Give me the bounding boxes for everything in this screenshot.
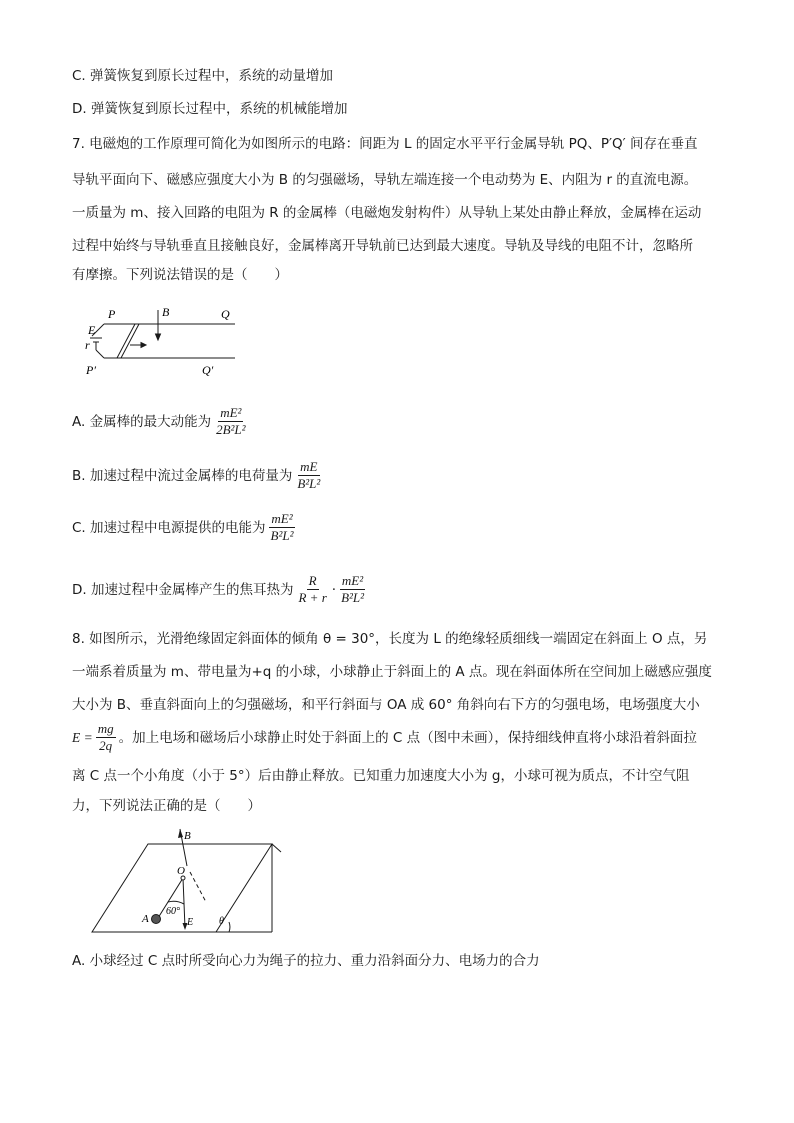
- label-p: P: [108, 307, 116, 321]
- q7-rail-circuit-figure: [80, 302, 250, 380]
- label-b: B: [184, 830, 191, 842]
- metal-rod: [117, 324, 135, 358]
- label-p-prime: P′: [86, 363, 96, 377]
- q8-stem-line1: 8. 如图所示，光滑绝缘固定斜面体的倾角 θ = 30°，长度为 L 的绝缘轻质细线一端固定在斜面上 O 点，另: [72, 631, 708, 647]
- q8-option-a: A. 小球经过 C 点时所受向心力为绳子的拉力、重力沿斜面分力、电场力的合力: [72, 953, 540, 969]
- q8-stem-line6: 力，下列说法正确的是（ ）: [72, 798, 261, 814]
- q7-stem-line1: 7. 电磁炮的工作原理可简化为如图所示的电路：间距为 L 的固定水平平行金属导轨 PQ、P′Q′ 间存在垂直: [72, 136, 698, 152]
- label-60-degrees: 60°: [166, 906, 180, 917]
- q7-option-d-fraction-2: $\frac{\text{mE²}}{\text{B²L²}}$: [341, 573, 365, 605]
- label-a: A: [142, 913, 149, 925]
- label-b: B: [162, 305, 170, 319]
- b-field-hidden: [190, 872, 206, 902]
- q6-option-c: C. 弹簧恢复到原长过程中，系统的动量增加: [72, 68, 334, 84]
- q7-option-c: C. 加速过程中电源提供的电能为 $\frac{\text{mE²}}{\text{B²L²}}$: [72, 511, 294, 543]
- q7-option-b-fraction: $\frac{mE}{\text{B²L²}}$: [297, 459, 321, 491]
- theta-arc: [229, 922, 230, 932]
- q7-stem-line5: 有摩擦。下列说法错误的是（ ）: [72, 267, 288, 283]
- q7-option-c-fraction: $\frac{\text{mE²}}{\text{B²L²}}$: [270, 511, 294, 543]
- e-field-arrow: [183, 878, 185, 928]
- q7-option-d: D. 加速过程中金属棒产生的焦耳热为 $\frac{R}{R + r}$ · $\frac{\text{mE²}}{\text{B²L²}}$: [72, 573, 365, 605]
- q8-incline-figure: [86, 826, 286, 938]
- label-r: r: [85, 338, 90, 352]
- label-e: E: [88, 323, 96, 337]
- q7-option-d-fraction-1: $\frac{R}{R + r}$: [298, 573, 327, 605]
- q7-option-b: B. 加速过程中流过金属棒的电荷量为 $\frac{mE}{\text{B²L²}}$: [72, 459, 321, 491]
- angle-arc-60: [168, 901, 184, 904]
- q6-option-d: D. 弹簧恢复到原长过程中，系统的机械能增加: [72, 101, 348, 117]
- q7-stem-line4: 过程中始终与导轨垂直且接触良好，金属棒离开导轨前已达到最大速度。导轨及导线的电阻不计，忽略所: [72, 238, 693, 254]
- q8-stem-line2: 一端系着质量为 m、带电量为+q 的小球，小球静止于斜面上的 A 点。现在斜面体所在空间加上磁感应强度: [72, 664, 712, 680]
- q7-stem-line3: 一质量为 m、接入回路的电阻为 R 的金属棒（电磁炮发射构件）从导轨上某处由静止释放，金属棒在运动: [72, 205, 702, 221]
- label-q-prime: Q′: [202, 363, 214, 377]
- q7-stem-line2: 导轨平面向下、磁感应强度大小为 B 的匀强磁场，导轨左端连接一个电动势为 E、内阻为 r 的直流电源。: [72, 172, 698, 188]
- q8-stem-line3: 大小为 B、垂直斜面向上的匀强磁场，和平行斜面与 OA 成 60° 角斜向右下方的匀强电场，电场强度大小: [72, 697, 700, 713]
- q7-option-a: A. 金属棒的最大动能为 $\frac{\text{mE²}}{\text{2B²L²}}$: [72, 405, 246, 437]
- label-o: O: [177, 865, 185, 877]
- incline-surface: [92, 844, 272, 932]
- label-q: Q: [221, 307, 230, 321]
- q8-e-fraction: $\frac{mg}{2q}$: [97, 721, 114, 753]
- ball-a: [152, 915, 161, 924]
- label-theta: θ: [219, 916, 224, 927]
- q8-stem-line4: E = $\frac{mg}{2q}$ 。加上电场和磁场后小球静止时处于斜面上的 C 点（图中未画），保持细线伸直将小球沿着斜面拉: [72, 721, 697, 753]
- q7-option-a-fraction: $\frac{\text{mE²}}{\text{2B²L²}}$: [216, 405, 246, 437]
- label-e: E: [187, 917, 194, 928]
- q8-stem-line5: 离 C 点一个小角度（小于 5°）后由静止释放。已知重力加速度大小为 g，小球可视为质点，不计空气阻: [72, 768, 690, 784]
